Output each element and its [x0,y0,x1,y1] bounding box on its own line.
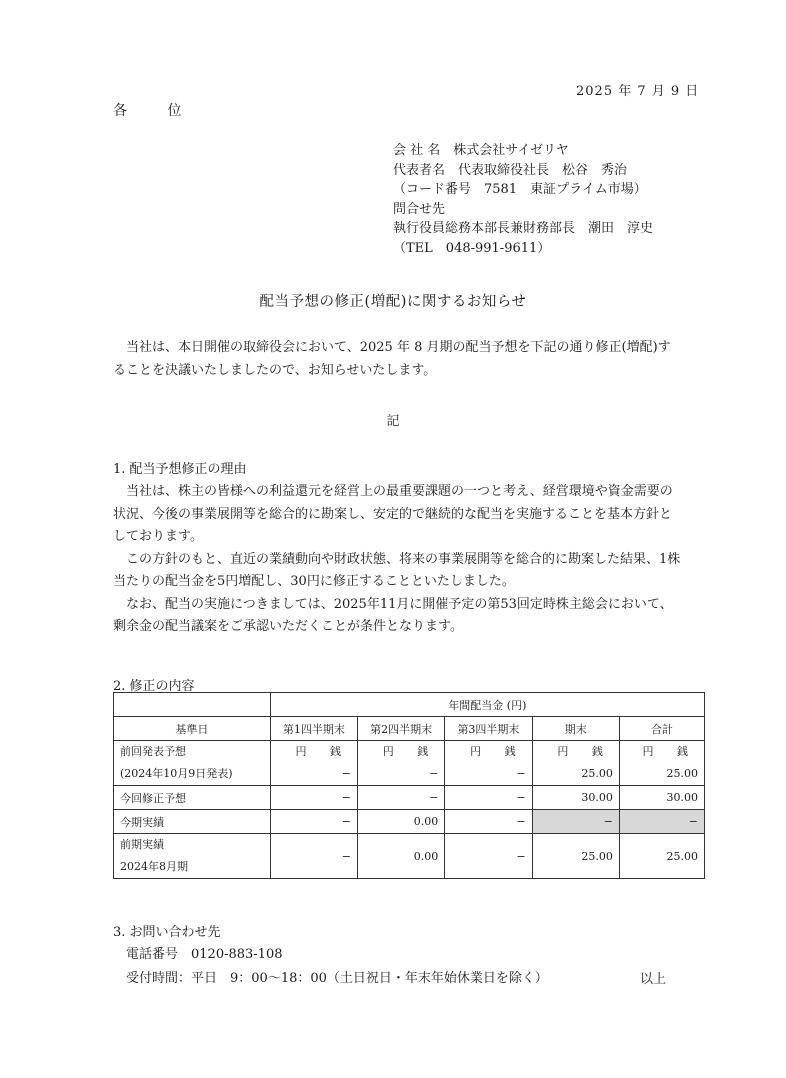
contact-block [126,943,548,991]
section1-title: 1. 配当予想修正の理由 [113,462,247,477]
cell-value: 30.00 [532,786,619,810]
cell-value: − [445,810,532,834]
table-header-q2: 第2四半期末 [358,717,445,741]
cell-value: 0.00 [358,834,445,879]
table-header-total: 合計 [619,717,704,741]
addressee: 各 位 [113,103,200,119]
table-cell [358,741,445,786]
row-label: 今期実績 [114,810,271,834]
row-label-sub: (2024年10月9日発表) [120,767,233,780]
sender-company: 会 社 名 株式会社サイゼリヤ [393,143,569,158]
closing-mark: 以上 [640,972,667,987]
cell-value: − [270,786,357,810]
intro-paragraph: 当社は、本日開催の取締役会において、2025 年 8 月期の配当予想を下記の通り修正(増配)することを決議いたしましたので、お知らせいたします。 [113,340,671,378]
unit-label: 円 銭 [642,745,698,758]
cell-value: 25.00 [532,834,619,879]
row-label [114,741,271,786]
table-group-header: 年間配当金 (円) [270,693,704,717]
row-label-sub: 2024年8月期 [120,860,188,873]
cell-value: 25.00 [666,767,698,780]
table-row [114,786,705,810]
cell-value: − [341,767,351,780]
row-label: 今回修正予想 [114,786,271,810]
table-cell [619,741,704,786]
document-title: 配当予想の修正(増配)に関するお知らせ [259,294,527,310]
table-header-q3: 第3四半期末 [445,717,532,741]
table-header-q1: 第1四半期末 [270,717,357,741]
document-date: 2025 年 7 月 9 日 [576,84,700,99]
table-header-year-end: 期末 [532,717,619,741]
table-row [114,810,705,834]
contact-phone: 電話番号 0120-883-108 [126,947,283,962]
table-cell [532,741,619,786]
row-label [114,834,271,879]
table-cell [270,741,357,786]
section1-paragraph: 当社は、株主の皆様への利益還元を経営上の最重要課題の一つと考え、経営環境や資金需要の状況、今後の事業展開等を総合的に勘案し、安定的で継続的な配当を実施することを基本方針としております。 [113,484,673,544]
cell-value: 30.00 [619,786,704,810]
cell-value: − [270,834,357,879]
cell-value: 0.00 [358,810,445,834]
contact-hours: 受付時間：平日 9：00〜18：00（土日祝日・年末年始休業日を除く） [126,971,548,986]
cell-value: − [358,786,445,810]
sender-representative: 代表者名 代表取締役社長 松谷 秀治 [393,162,628,178]
cell-value: − [532,810,619,834]
unit-label: 円 銭 [295,745,351,758]
section1-paragraph: この方針のもと、直近の業績動向や財政状態、将来の事業展開等を総合的に勘案した結果、1株当たりの配当金を5円増配し、30円に修正することといたしました。 [113,551,681,589]
dividend-table [113,692,705,879]
table-header-base-date: 基準日 [114,717,271,741]
cell-value: − [619,810,704,834]
cell-value: − [429,767,439,780]
cell-value: 25.00 [581,767,613,780]
table-row [114,834,705,879]
unit-label: 円 銭 [557,745,613,758]
unit-label: 円 銭 [382,745,439,758]
section1-paragraph: なお、配当の実施につきましては、2025年11月に開催予定の第53回定時株主総会において、剰余金の配当議案をご承認いただくことが条件となります。 [113,596,673,634]
section3-title: 3. お問い合わせ先 [113,925,221,940]
cell-value: − [270,810,357,834]
cell-value: − [516,767,526,780]
sender-contact-person: 執行役員総務本部長兼財務部長 潮田 淳史 [393,221,654,237]
table-cell [445,741,532,786]
row-label-main: 前回発表予想 [120,745,186,758]
section2-title: 2. 修正の内容 [113,679,195,694]
row-label-main: 前期実績 [120,838,164,851]
sender-block [393,141,653,259]
sender-contact-label: 問合せ先 [393,201,446,217]
cell-value: − [445,786,532,810]
table-header-blank [114,693,271,717]
unit-label: 円 銭 [470,745,526,758]
table-row [114,741,705,786]
sender-tel: （TEL 048-991-9611） [393,240,551,256]
cell-value: − [445,834,532,879]
cell-value: 25.00 [619,834,704,879]
sender-stock-code: （コード番号 7581 東証プライム市場） [393,182,647,198]
ki-heading: 記 [386,414,400,429]
section1-body [113,481,683,639]
